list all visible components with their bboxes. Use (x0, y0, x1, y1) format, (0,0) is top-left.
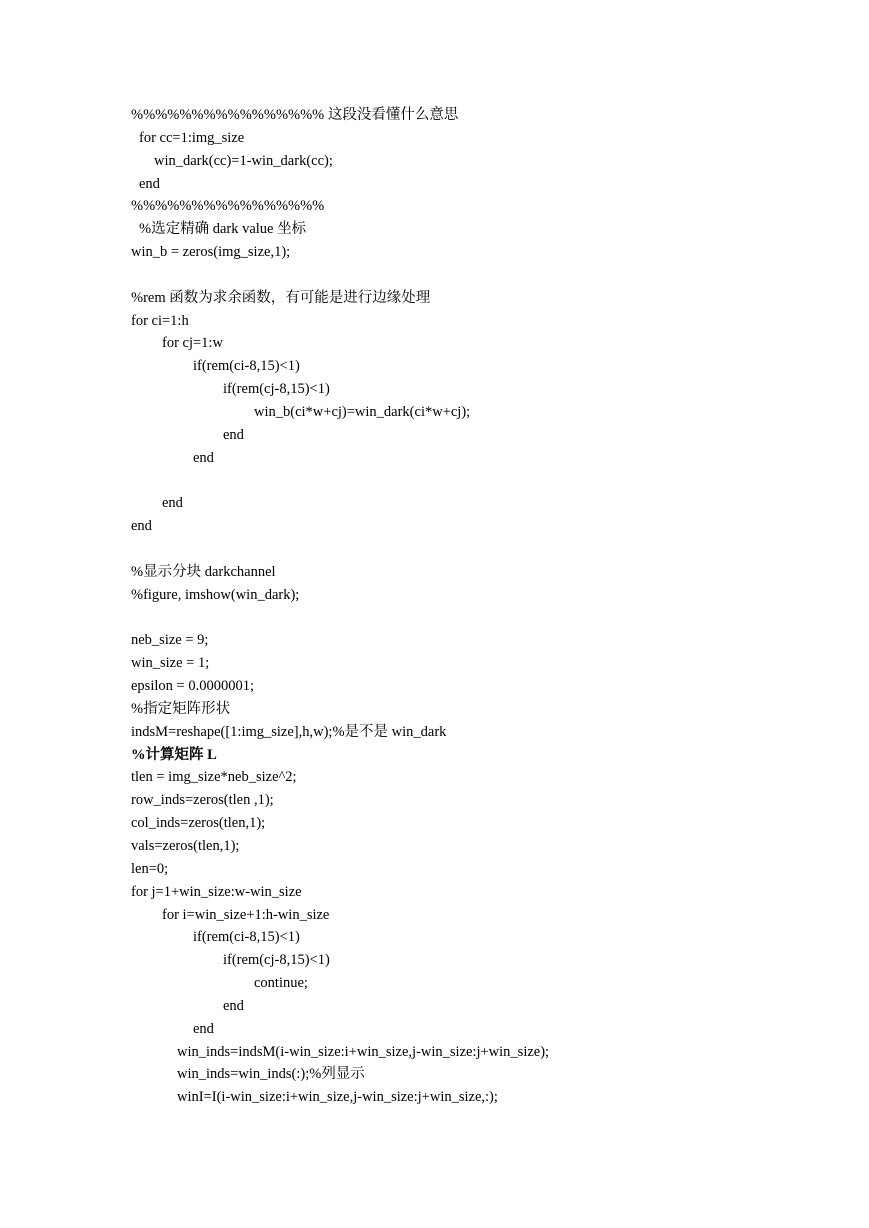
code-line: len=0; (131, 860, 169, 877)
blank-line (131, 470, 831, 493)
code-line: end (193, 449, 214, 466)
code-line: if(rem(cj-8,15)<1) (223, 381, 330, 398)
code-line: for i=win_size+1:h-win_size (162, 906, 330, 923)
code-line: end (139, 175, 160, 192)
code-line: %计算矩阵 L (131, 746, 217, 763)
code-line: end (223, 997, 244, 1014)
code-line: if(rem(cj-8,15)<1) (223, 952, 330, 969)
code-line: for ci=1:h (131, 312, 189, 329)
code-line: epsilon = 0.0000001; (131, 678, 254, 695)
code-line: %指定矩阵形状 (131, 700, 231, 717)
code-line: %显示分块 darkchannel (131, 563, 276, 580)
code-line: row_inds=zeros(tlen ,1); (131, 792, 274, 809)
code-line: winI=I(i-win_size:i+win_size,j-win_size:j+win_size,:); (177, 1089, 498, 1106)
code-line: %%%%%%%%%%%%%%%% 这段没看懂什么意思 (131, 107, 459, 123)
code-line: end (162, 495, 183, 512)
code-line: if(rem(ci-8,15)<1) (193, 358, 300, 375)
code-line: end (193, 1020, 214, 1037)
code-line: win_inds=win_inds(:);%列显示 (177, 1066, 365, 1083)
blank-line (131, 607, 831, 630)
code-line: tlen = img_size*neb_size^2; (131, 769, 297, 786)
code-line: for cc=1:img_size (139, 129, 245, 146)
code-line: continue; (254, 975, 308, 992)
code-line: end (131, 518, 152, 535)
code-line: %figure, imshow(win_dark); (131, 586, 300, 603)
code-line: neb_size = 9; (131, 632, 209, 649)
code-line: vals=zeros(tlen,1); (131, 838, 240, 854)
code-line: win_size = 1; (131, 655, 210, 672)
code-listing (131, 104, 831, 1109)
code-line: if(rem(ci-8,15)<1) (193, 929, 300, 946)
code-line: win_inds=indsM(i-win_size:i+win_size,j-win_size:j+win_size); (177, 1043, 550, 1060)
code-line: %rem 函数为求余函数，有可能是进行边缘处理 (131, 289, 431, 306)
code-line: win_dark(cc)=1-win_dark(cc); (154, 152, 333, 169)
code-line: win_b(ci*w+cj)=win_dark(ci*w+cj); (254, 403, 471, 420)
code-line: end (223, 426, 244, 443)
code-line: for cj=1:w (162, 335, 223, 352)
code-line: %%%%%%%%%%%%%%%% (131, 198, 325, 215)
code-line: win_b = zeros(img_size,1); (131, 244, 291, 261)
code-line: col_inds=zeros(tlen,1); (131, 815, 266, 832)
blank-line (131, 264, 831, 287)
blank-line (131, 538, 831, 561)
code-line: %选定精确 dark value 坐标 (139, 221, 307, 238)
code-line: for j=1+win_size:w-win_size (131, 883, 302, 900)
code-line: indsM=reshape([1:img_size],h,w);%是不是 win_dark (131, 723, 447, 740)
